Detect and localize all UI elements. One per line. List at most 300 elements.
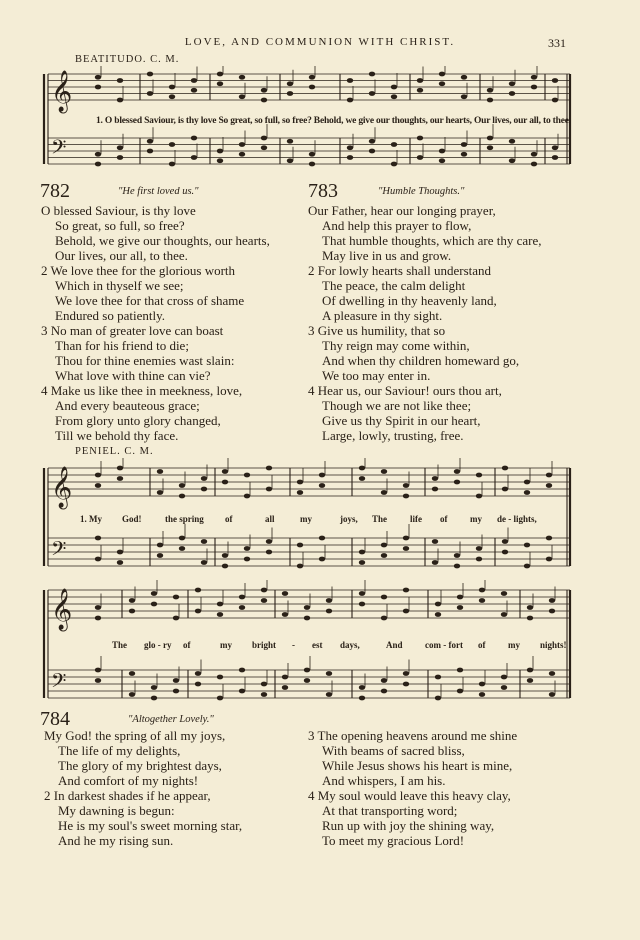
- note-head: [381, 616, 387, 621]
- verse-line: With beams of sacred bliss,: [322, 743, 465, 758]
- note-head: [457, 689, 463, 694]
- note-head: [95, 75, 101, 80]
- note-head: [297, 480, 303, 485]
- note-head: [201, 560, 207, 565]
- note-head: [501, 685, 507, 690]
- note-head: [403, 588, 409, 593]
- note-head: [201, 476, 207, 481]
- note-head: [403, 682, 409, 687]
- note-head: [195, 588, 201, 593]
- note-head: [309, 162, 315, 167]
- lyric-syllable: joys,: [340, 514, 358, 524]
- note-head: [304, 668, 310, 673]
- note-head: [95, 557, 101, 562]
- hymn-782-text: [41, 203, 270, 443]
- note-head: [179, 494, 185, 499]
- note-head: [244, 557, 250, 562]
- lyric-syllable: 1. My: [80, 514, 102, 524]
- note-head: [217, 72, 223, 77]
- verse-line: My dawning is begun:: [58, 803, 175, 818]
- note-head: [359, 591, 365, 596]
- note-head: [287, 81, 293, 86]
- note-head: [527, 668, 533, 673]
- verse-line: At that transporting word;: [322, 803, 458, 818]
- lyric-syllable: life: [410, 514, 422, 524]
- note-head: [454, 564, 460, 569]
- verse-line: The life of my delights,: [58, 743, 181, 758]
- note-head: [239, 142, 245, 147]
- note-head: [326, 692, 332, 697]
- note-head: [417, 88, 423, 93]
- verse-line: Thy reign may come within,: [322, 338, 470, 353]
- note-head: [403, 494, 409, 499]
- verse-line: And when thy children homeward go,: [322, 353, 520, 368]
- note-head: [487, 88, 493, 93]
- note-head: [549, 692, 555, 697]
- note-head: [244, 546, 250, 551]
- note-head: [432, 560, 438, 565]
- note-head: [435, 696, 441, 701]
- verse-line: 4 My soul would leave this heavy clay,: [308, 788, 511, 803]
- treble-clef: 𝄞: [51, 589, 73, 630]
- note-head: [244, 473, 250, 478]
- note-head: [173, 595, 179, 600]
- note-head: [309, 152, 315, 157]
- note-head: [369, 91, 375, 96]
- note-head: [381, 469, 387, 474]
- note-head: [454, 469, 460, 474]
- note-head: [304, 616, 310, 621]
- bass-clef: 𝄢: [51, 537, 67, 565]
- note-head: [282, 591, 288, 596]
- note-head: [147, 91, 153, 96]
- note-head: [479, 588, 485, 593]
- note-head: [239, 605, 245, 610]
- note-head: [319, 473, 325, 478]
- note-head: [151, 591, 157, 596]
- note-head: [169, 142, 175, 147]
- note-head: [129, 598, 135, 603]
- tune-name-beatitudo: BEATITUDO. C. M.: [75, 54, 180, 65]
- note-head: [117, 560, 123, 565]
- verse-line: A pleasure in thy sight.: [322, 308, 443, 323]
- note-head: [261, 88, 267, 93]
- note-head: [359, 466, 365, 471]
- verse-line: From glory unto glory changed,: [55, 413, 221, 428]
- note-head: [502, 487, 508, 492]
- note-head: [359, 550, 365, 555]
- note-head: [549, 609, 555, 614]
- verse-line: Our Father, hear our longing prayer,: [308, 203, 496, 218]
- note-head: [326, 609, 332, 614]
- lyric-syllable: The: [372, 514, 388, 524]
- note-head: [501, 591, 507, 596]
- note-head: [479, 682, 485, 687]
- note-head: [369, 139, 375, 144]
- lyric-syllable: of: [440, 514, 448, 524]
- note-head: [266, 550, 272, 555]
- note-head: [417, 78, 423, 83]
- note-head: [461, 75, 467, 80]
- note-head: [173, 616, 179, 621]
- note-head: [157, 469, 163, 474]
- note-head: [347, 145, 353, 150]
- verse-line: Than for his friend to die;: [55, 338, 189, 353]
- note-head: [95, 678, 101, 683]
- verse-line: Endured so patiently.: [55, 308, 165, 323]
- note-head: [461, 152, 467, 157]
- note-head: [461, 94, 467, 99]
- note-head: [147, 139, 153, 144]
- note-head: [439, 72, 445, 77]
- note-head: [191, 78, 197, 83]
- hymn-784-text-col1: [44, 728, 242, 848]
- note-head: [457, 668, 463, 673]
- note-head: [432, 487, 438, 492]
- note-head: [129, 609, 135, 614]
- note-head: [297, 490, 303, 495]
- verse-line: My God! the spring of all my joys,: [44, 728, 226, 743]
- note-head: [487, 136, 493, 141]
- note-head: [552, 145, 558, 150]
- note-head: [151, 602, 157, 607]
- lyric-syllable: my: [220, 640, 232, 650]
- verse-line: Thou for thine enemies wast slain:: [55, 353, 235, 368]
- lyric-syllable: God!: [122, 514, 142, 524]
- lyric-syllable: my: [508, 640, 520, 650]
- lyric-syllable: And: [386, 640, 403, 650]
- lyric-syllable: de - lights,: [497, 514, 537, 524]
- note-head: [151, 685, 157, 690]
- note-head: [117, 155, 123, 160]
- verse-line: May live in us and grow.: [322, 248, 452, 263]
- verse-line: And he my rising sun.: [58, 833, 174, 848]
- note-head: [222, 469, 228, 474]
- note-head: [95, 473, 101, 478]
- note-head: [391, 162, 397, 167]
- note-head: [509, 91, 515, 96]
- note-head: [173, 689, 179, 694]
- verse-line: To meet my gracious Lord!: [322, 833, 465, 848]
- note-head: [487, 145, 493, 150]
- note-head: [282, 675, 288, 680]
- note-head: [531, 152, 537, 157]
- note-head: [195, 609, 201, 614]
- note-head: [191, 136, 197, 141]
- note-head: [381, 543, 387, 548]
- note-head: [95, 152, 101, 157]
- note-head: [147, 149, 153, 154]
- note-head: [381, 490, 387, 495]
- note-head: [191, 155, 197, 160]
- verse-line: He is my soul's sweet morning star,: [58, 818, 243, 833]
- note-head: [439, 149, 445, 154]
- note-head: [391, 142, 397, 147]
- lyric-syllable: -: [292, 640, 295, 650]
- verse-line: What love with thine can vie?: [55, 368, 211, 383]
- note-head: [239, 595, 245, 600]
- bass-clef: 𝄢: [51, 669, 67, 697]
- lyric-syllable: all: [265, 514, 275, 524]
- note-head: [282, 685, 288, 690]
- verse-line: Large, lowly, trusting, free.: [322, 428, 464, 443]
- lyric-syllable: com - fort: [425, 640, 463, 650]
- note-head: [304, 678, 310, 683]
- note-head: [169, 85, 175, 90]
- note-head: [391, 85, 397, 90]
- note-head: [359, 560, 365, 565]
- note-head: [217, 612, 223, 617]
- note-head: [439, 81, 445, 86]
- note-head: [319, 536, 325, 541]
- note-head: [509, 158, 515, 163]
- verse-line: 2 We love thee for the glorious worth: [41, 263, 236, 278]
- note-head: [201, 487, 207, 492]
- lyric-syllable: my: [470, 514, 482, 524]
- verse-line: Our lives, our all, to thee.: [55, 248, 188, 263]
- note-head: [369, 149, 375, 154]
- note-head: [524, 480, 530, 485]
- hymn-784-text-col2: [308, 728, 517, 848]
- note-head: [531, 85, 537, 90]
- verse-line: O blessed Saviour, is thy love: [41, 203, 196, 218]
- note-head: [217, 149, 223, 154]
- note-head: [217, 675, 223, 680]
- verse-line: While Jesus shows his heart is mine,: [322, 758, 513, 773]
- note-head: [509, 139, 515, 144]
- verse-line: Though we are not like thee;: [322, 398, 472, 413]
- note-head: [326, 671, 332, 676]
- verse-line: Till we behold thy face.: [55, 428, 179, 443]
- note-head: [117, 98, 123, 103]
- note-head: [381, 553, 387, 558]
- note-head: [239, 152, 245, 157]
- lyric-syllable: glo - ry: [144, 640, 172, 650]
- note-head: [549, 671, 555, 676]
- note-head: [359, 602, 365, 607]
- note-head: [222, 553, 228, 558]
- note-head: [381, 595, 387, 600]
- note-head: [117, 145, 123, 150]
- note-head: [432, 476, 438, 481]
- note-head: [359, 476, 365, 481]
- note-head: [261, 145, 267, 150]
- hymn-number-783: 783: [308, 180, 338, 202]
- note-head: [326, 598, 332, 603]
- verse-line: 4 Hear us, our Saviour! ours thou art,: [308, 383, 502, 398]
- note-head: [95, 162, 101, 167]
- note-head: [309, 85, 315, 90]
- note-head: [95, 85, 101, 90]
- lyric-syllable: of: [225, 514, 233, 524]
- note-head: [546, 473, 552, 478]
- note-head: [487, 98, 493, 103]
- note-head: [157, 543, 163, 548]
- note-head: [502, 466, 508, 471]
- note-head: [304, 605, 310, 610]
- note-head: [117, 78, 123, 83]
- note-head: [457, 595, 463, 600]
- lyric-syllable: nights!: [540, 640, 567, 650]
- note-head: [359, 696, 365, 701]
- note-head: [261, 136, 267, 141]
- note-head: [546, 557, 552, 562]
- note-head: [157, 553, 163, 558]
- beatitudo-underlay: 1. O blessed Saviour, is thy love So great, so full, so free? Behold, we give our thoughts, our hearts, Our lives, our all, to thee.: [96, 116, 571, 126]
- lyric-syllable: The: [112, 640, 128, 650]
- hymn-number-782: 782: [40, 180, 70, 202]
- note-head: [476, 557, 482, 562]
- page-header: LOVE, AND COMMUNION WITH CHRIST.: [184, 36, 456, 48]
- note-head: [546, 536, 552, 541]
- note-head: [297, 564, 303, 569]
- note-head: [476, 473, 482, 478]
- note-head: [261, 598, 267, 603]
- hymn-783-text: [308, 203, 542, 443]
- verse-line: We love thee for that cross of shame: [55, 293, 245, 308]
- page-number: 331: [548, 36, 566, 50]
- verse-line: Give us thy Spirit in our heart,: [322, 413, 481, 428]
- note-head: [244, 494, 250, 499]
- note-head: [201, 539, 207, 544]
- peniel-lyrics-line-1: [0, 514, 640, 526]
- note-head: [435, 602, 441, 607]
- note-head: [95, 605, 101, 610]
- note-head: [222, 480, 228, 485]
- note-head: [527, 678, 533, 683]
- note-head: [454, 480, 460, 485]
- lyric-syllable: bright: [252, 640, 277, 650]
- note-head: [95, 668, 101, 673]
- note-head: [261, 98, 267, 103]
- verse-line: And comfort of my nights!: [58, 773, 199, 788]
- note-head: [439, 158, 445, 163]
- verse-line: 4 Make us like thee in meekness, love,: [41, 383, 243, 398]
- note-head: [531, 162, 537, 167]
- note-head: [454, 553, 460, 558]
- verse-line: 3 No man of greater love can boast: [41, 323, 224, 338]
- note-head: [381, 678, 387, 683]
- note-head: [347, 78, 353, 83]
- note-head: [552, 78, 558, 83]
- note-head: [531, 75, 537, 80]
- note-head: [117, 476, 123, 481]
- note-head: [173, 678, 179, 683]
- note-head: [169, 94, 175, 99]
- note-head: [479, 598, 485, 603]
- note-head: [546, 483, 552, 488]
- verse-line: We too may enter in.: [322, 368, 431, 383]
- verse-line: Which in thyself we see;: [55, 278, 184, 293]
- note-head: [403, 546, 409, 551]
- verse-line: And help this prayer to flow,: [322, 218, 472, 233]
- verse-line: That humble thoughts, which are thy care,: [322, 233, 542, 248]
- note-head: [432, 539, 438, 544]
- note-head: [239, 75, 245, 80]
- note-head: [391, 94, 397, 99]
- peniel-lyrics-line-2: [0, 640, 640, 652]
- note-head: [403, 609, 409, 614]
- note-head: [457, 605, 463, 610]
- verse-line: 2 In darkest shades if he appear,: [44, 788, 211, 803]
- verse-line: 3 Give us humility, that so: [308, 323, 446, 338]
- note-head: [527, 605, 533, 610]
- note-head: [287, 139, 293, 144]
- treble-clef: 𝄞: [51, 467, 73, 508]
- note-head: [435, 675, 441, 680]
- lyric-syllable: the spring: [165, 514, 204, 524]
- note-head: [524, 543, 530, 548]
- verse-line: And whispers, I am his.: [322, 773, 446, 788]
- note-head: [147, 72, 153, 77]
- note-head: [403, 671, 409, 676]
- note-head: [524, 564, 530, 569]
- note-head: [347, 155, 353, 160]
- note-head: [297, 543, 303, 548]
- note-head: [261, 588, 267, 593]
- note-head: [369, 72, 375, 77]
- note-head: [502, 539, 508, 544]
- note-head: [266, 466, 272, 471]
- lyric-syllable: of: [183, 640, 191, 650]
- note-head: [309, 75, 315, 80]
- note-head: [476, 546, 482, 551]
- lyric-syllable: of: [478, 640, 486, 650]
- note-head: [169, 162, 175, 167]
- treble-clef: 𝄞: [51, 71, 73, 112]
- lyric-syllable: est: [312, 640, 323, 650]
- note-head: [239, 668, 245, 673]
- verse-line: 3 The opening heavens around me shine: [308, 728, 518, 743]
- note-head: [222, 564, 228, 569]
- verse-line: So great, so full, so free?: [55, 218, 185, 233]
- tune-name-peniel: PENIEL. C. M.: [75, 446, 154, 457]
- note-head: [217, 81, 223, 86]
- note-head: [179, 483, 185, 488]
- note-head: [195, 671, 201, 676]
- note-head: [502, 550, 508, 555]
- verse-line: Run up with joy the shining way,: [322, 818, 495, 833]
- note-head: [117, 466, 123, 471]
- note-head: [129, 692, 135, 697]
- note-head: [151, 696, 157, 701]
- hymn-783-subtitle: "Humble Thoughts.": [378, 186, 465, 197]
- note-head: [95, 536, 101, 541]
- lyric-syllable: days,: [340, 640, 360, 650]
- note-head: [501, 675, 507, 680]
- note-head: [417, 155, 423, 160]
- note-head: [461, 142, 467, 147]
- note-head: [403, 536, 409, 541]
- note-head: [217, 158, 223, 163]
- note-head: [179, 546, 185, 551]
- note-head: [287, 158, 293, 163]
- bass-clef: 𝄢: [51, 135, 67, 164]
- note-head: [319, 557, 325, 562]
- verse-line: Of dwelling in thy heavenly land,: [322, 293, 497, 308]
- hymn-784-subtitle: "Altogether Lovely.": [128, 714, 214, 725]
- note-head: [266, 487, 272, 492]
- note-head: [266, 539, 272, 544]
- note-head: [479, 692, 485, 697]
- note-head: [239, 94, 245, 99]
- note-head: [157, 490, 163, 495]
- note-head: [435, 612, 441, 617]
- note-head: [179, 536, 185, 541]
- note-head: [501, 612, 507, 617]
- lyric-syllable: my: [300, 514, 312, 524]
- note-head: [195, 682, 201, 687]
